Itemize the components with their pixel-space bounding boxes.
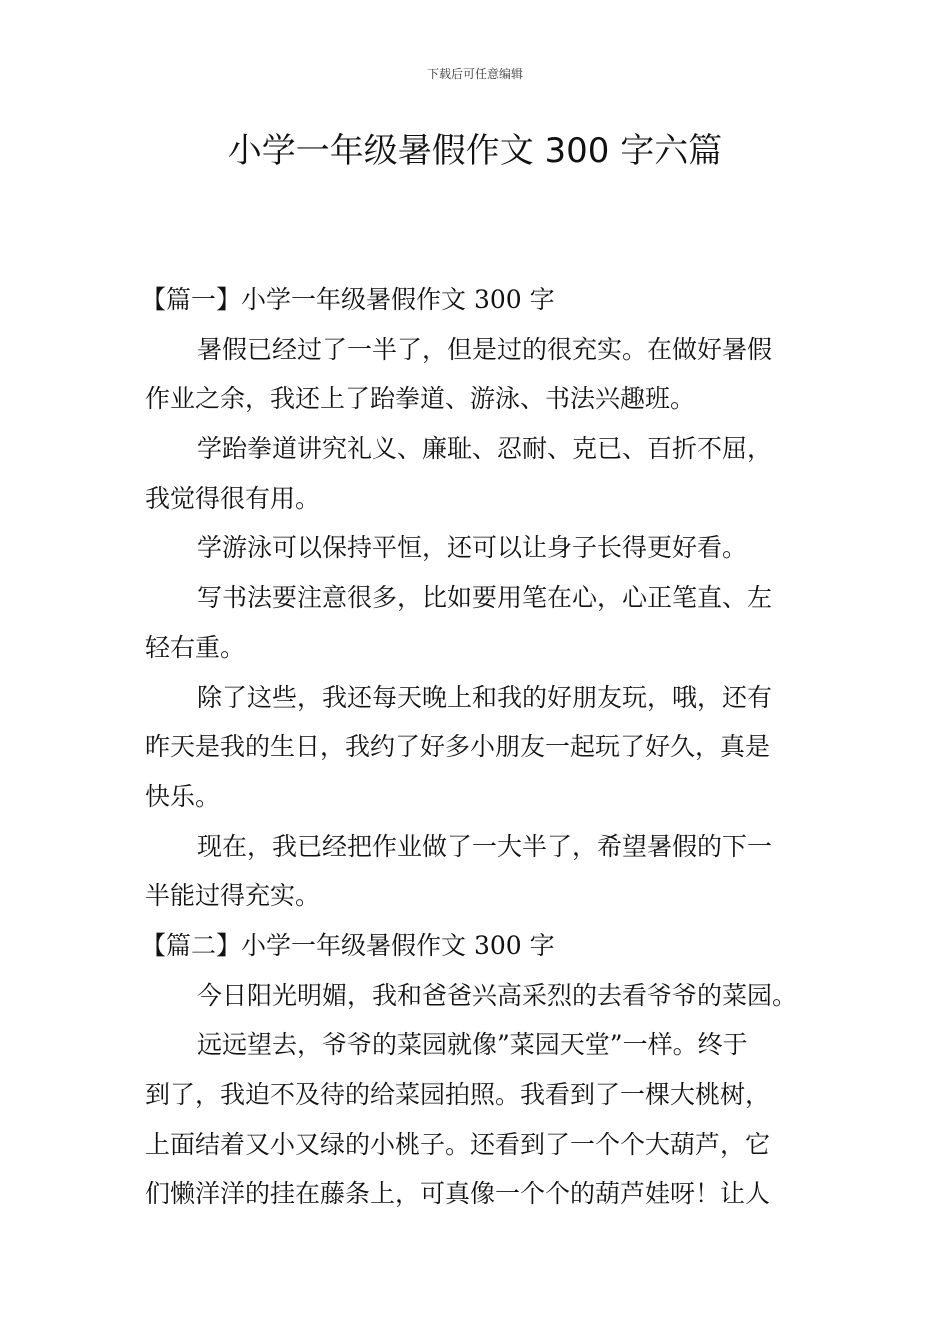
paragraph-line: 今日阳光明媚，我和爸爸兴高采烈的去看爷爷的菜园。 bbox=[197, 980, 798, 1010]
paragraph-line: 写书法要注意很多，比如要用笔在心，心正笔直、左 bbox=[197, 583, 773, 613]
paragraph-line: 轻右重。 bbox=[145, 632, 246, 662]
paragraph-line: 们懒洋洋的挂在藤条上，可真像一个个的葫芦娃呀！让人 bbox=[145, 1179, 771, 1209]
paragraph-line: 上面结着又小又绿的小桃子。还看到了一个个大葫芦，它 bbox=[145, 1129, 771, 1159]
paragraph-line: 远远望去，爷爷的菜园就像”菜园天堂”一样。终于 bbox=[197, 1030, 748, 1060]
paragraph-line: 我觉得很有用。 bbox=[145, 483, 321, 513]
paragraph-line: 现在，我已经把作业做了一大半了，希望暑假的下一 bbox=[197, 831, 773, 861]
paragraph-line: 作业之余，我还上了跆拳道、游泳、书法兴趣班。 bbox=[145, 384, 696, 414]
paragraph-line: 快乐。 bbox=[145, 781, 221, 811]
paragraph-line: 学跆拳道讲究礼义、廉耻、忍耐、克已、百折不屈， bbox=[197, 434, 773, 464]
paragraph-line: 暑假已经过了一半了，但是过的很充实。在做好暑假 bbox=[197, 334, 773, 364]
paragraph-line: 半能过得充实。 bbox=[145, 881, 321, 911]
section-heading-2: 【篇二】小学一年级暑假作文 300 字 bbox=[141, 930, 555, 960]
document-body bbox=[141, 275, 807, 1219]
section-heading-1: 【篇一】小学一年级暑假作文 300 字 bbox=[141, 285, 555, 314]
paragraph-line: 学游泳可以保持平恒，还可以让身子长得更好看。 bbox=[197, 533, 748, 563]
paragraph-line: 到了，我迫不及待的给菜园拍照。我看到了一棵大桃树， bbox=[145, 1080, 771, 1109]
document-title: 小学一年级暑假作文 300 字六篇 bbox=[227, 131, 723, 171]
page-header-note: 下载后可任意编辑 bbox=[426, 67, 523, 81]
paragraph-line: 昨天是我的生日，我约了好多小朋友一起玩了好久，真是 bbox=[145, 732, 771, 762]
paragraph-line: 除了这些，我还每天晚上和我的好朋友玩，哦，还有 bbox=[197, 682, 773, 712]
